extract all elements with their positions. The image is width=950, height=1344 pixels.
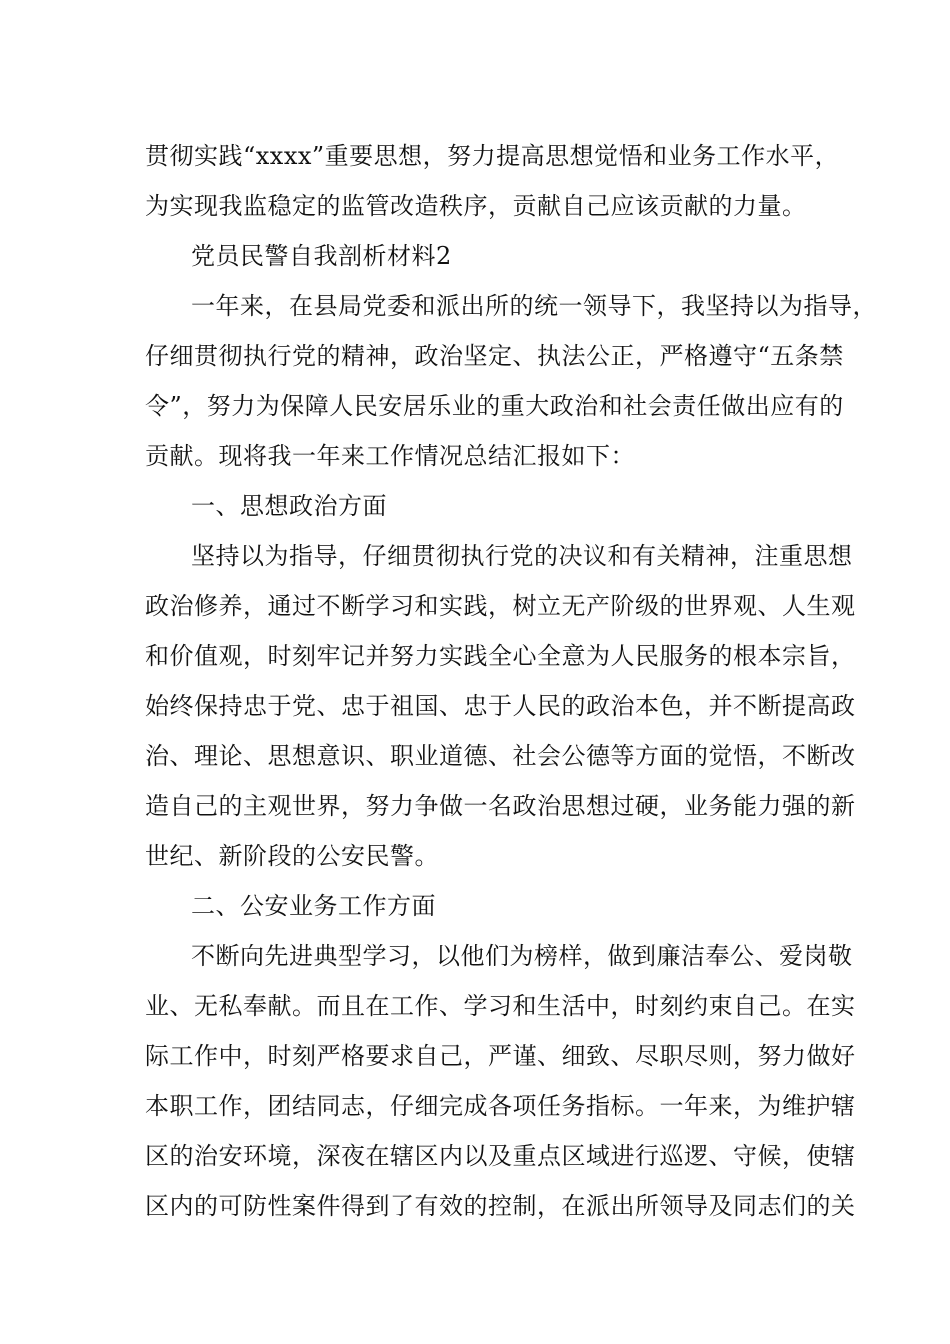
paragraph-start-line: 坚持以为指导，仔细贯彻执行党的决议和有关精神，注重思想	[191, 542, 853, 570]
body-text-line: 和价值观，时刻牢记并努力实践全心全意为人民服务的根本宗旨，	[145, 642, 856, 670]
body-text-line: 业、无私奉献。而且在工作、学习和生活中，时刻约束自己。在实	[145, 992, 856, 1020]
body-text-line: 始终保持忠于党、忠于祖国、忠于人民的政治本色，并不断提高政	[145, 692, 856, 720]
body-text-line: 贯彻实践“xxxx”重要思想，努力提高思想觉悟和业务工作水平，	[145, 142, 840, 170]
body-text-line: 为实现我监稳定的监管改造秩序，贡献自己应该贡献的力量。	[145, 192, 807, 220]
body-text-line: 区内的可防性案件得到了有效的控制，在派出所领导及同志们的关	[145, 1192, 856, 1220]
section-heading: 二、公安业务工作方面	[191, 892, 436, 920]
body-text-line: 际工作中，时刻严格要求自己，严谨、细致、尽职尽则，努力做好	[145, 1042, 856, 1070]
body-text-line: 贡献。现将我一年来工作情况总结汇报如下：	[145, 442, 635, 470]
paragraph-start-line: 一年来，在县局党委和派出所的统一领导下，我坚持以为指导，	[191, 292, 877, 320]
body-text-line: 本职工作，团结同志，仔细完成各项任务指标。一年来，为维护辖	[145, 1092, 856, 1120]
body-text-line: 世纪、新阶段的公安民警。	[145, 842, 439, 870]
body-text-line: 政治修养，通过不断学习和实践，树立无产阶级的世界观、人生观	[145, 592, 856, 620]
body-text-line: 治、理论、思想意识、职业道德、社会公德等方面的觉悟，不断改	[145, 742, 856, 770]
body-text-line: 区的治安环境，深夜在辖区内以及重点区域进行巡逻、守候，使辖	[145, 1142, 856, 1170]
body-text-line: 造自己的主观世界，努力争做一名政治思想过硬，业务能力强的新	[145, 792, 856, 820]
section-title: 党员民警自我剖析材料2	[191, 242, 452, 270]
body-text-line: 令”，努力为保障人民安居乐业的重大政治和社会责任做出应有的	[145, 392, 844, 420]
paragraph-start-line: 不断向先进典型学习，以他们为榜样，做到廉洁奉公、爱岗敬	[191, 942, 853, 970]
body-text-line: 仔细贯彻执行党的精神，政治坚定、执法公正，严格遵守“五条禁	[145, 342, 844, 370]
section-heading: 一、思想政治方面	[191, 492, 387, 520]
